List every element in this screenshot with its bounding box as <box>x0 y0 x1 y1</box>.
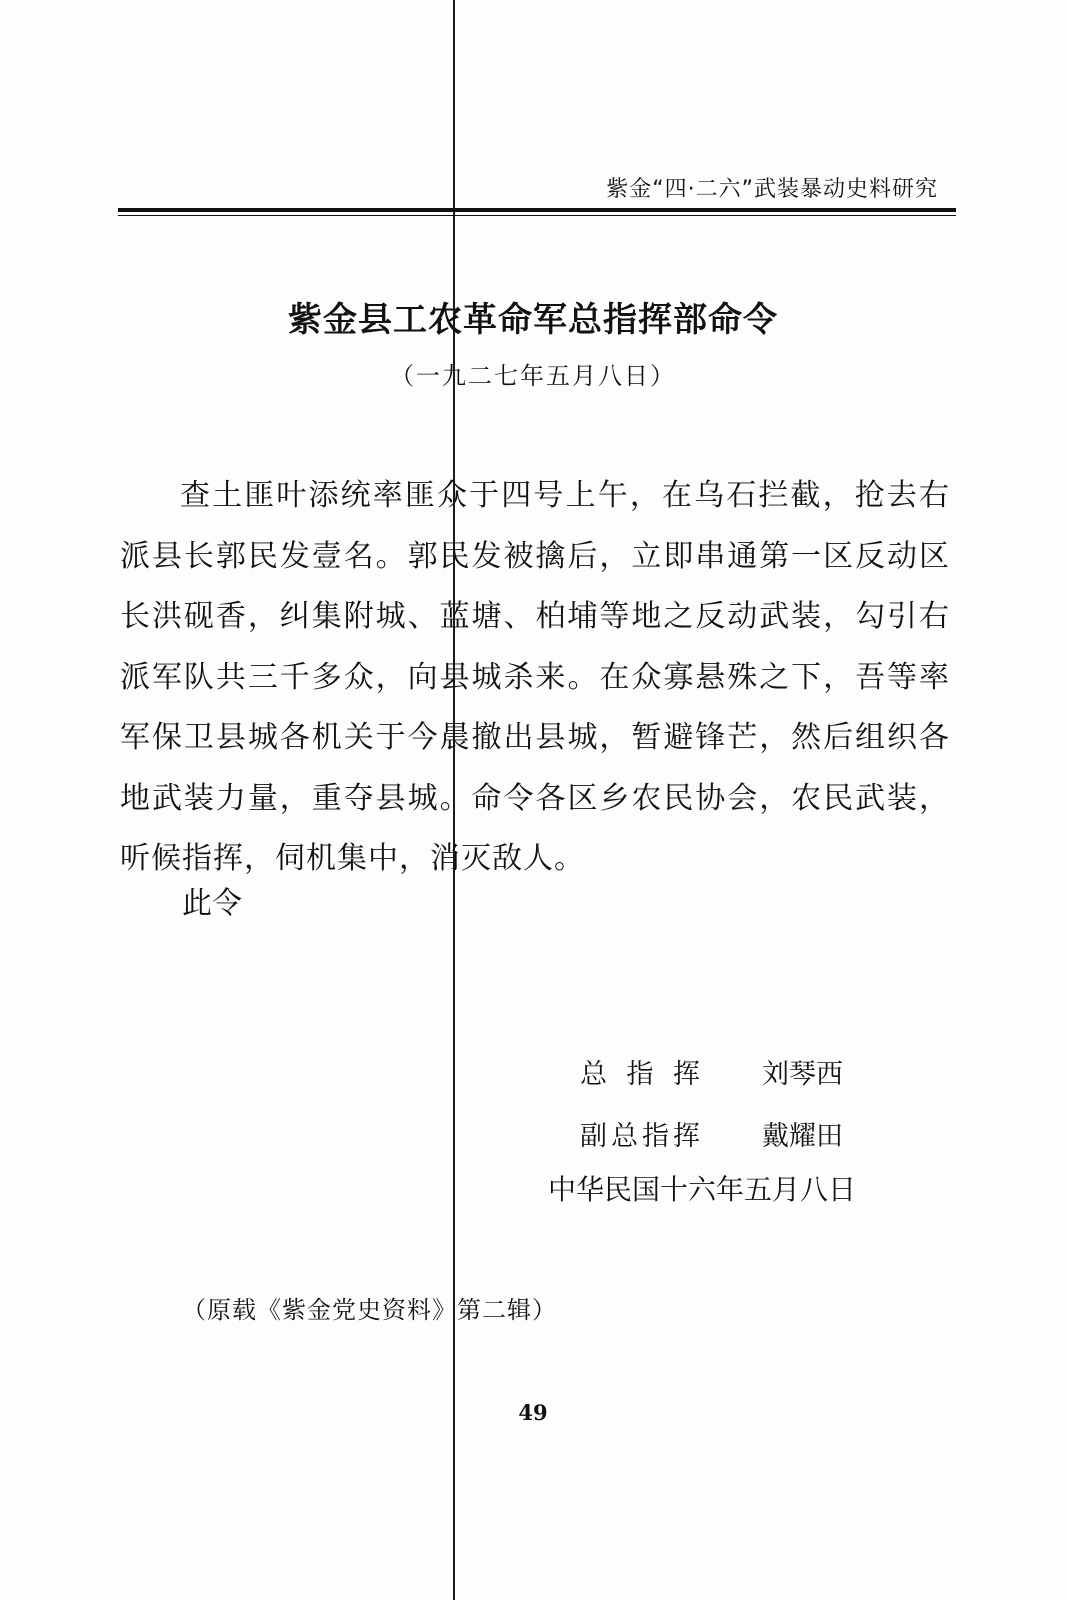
signature-date: 中华民国十六年五月八日 <box>548 1173 857 1206</box>
header-rule-thin <box>118 215 956 216</box>
closing-phrase: 此令 <box>182 886 242 921</box>
signature-role: 总指挥 <box>580 1059 700 1090</box>
document-date: （一九二七年五月八日） <box>390 362 676 390</box>
page-number: 49 <box>518 1400 548 1425</box>
body-paragraph: 查土匪叶添统率匪众于四号上午，在乌石拦截，抢去右派县长郭民发壹名。郭民发被擒后，立即串通第一区反动区长洪砚香，纠集附城、蓝塘、柏埔等地之反动武装，勾引右派军队共三千多众，向县城杀来。在众寡悬殊之下，吾等率军保卫县城各机关于今晨撤出县城，暂避锋芒，然后组织各地武装力量，重夺县城。命令各区乡农民协会，农民武装，听候指挥，伺机集中，消灭敌人。 <box>120 478 950 876</box>
source-note: （原载《紫金党史资料》第二辑） <box>182 1296 557 1324</box>
signature-role: 副总指挥 <box>580 1121 700 1152</box>
signature-row <box>560 1114 940 1176</box>
running-header: 紫金“四·二六”武装暴动史料研究 <box>606 177 938 202</box>
header-rule-thick <box>118 208 956 212</box>
signature-name: 戴耀田 <box>762 1121 843 1152</box>
signature-name: 刘琴西 <box>762 1059 843 1090</box>
document-title: 紫金县工农革命军总指挥部命令 <box>288 300 778 340</box>
signature-block <box>560 1052 940 1176</box>
signature-row <box>560 1052 940 1114</box>
